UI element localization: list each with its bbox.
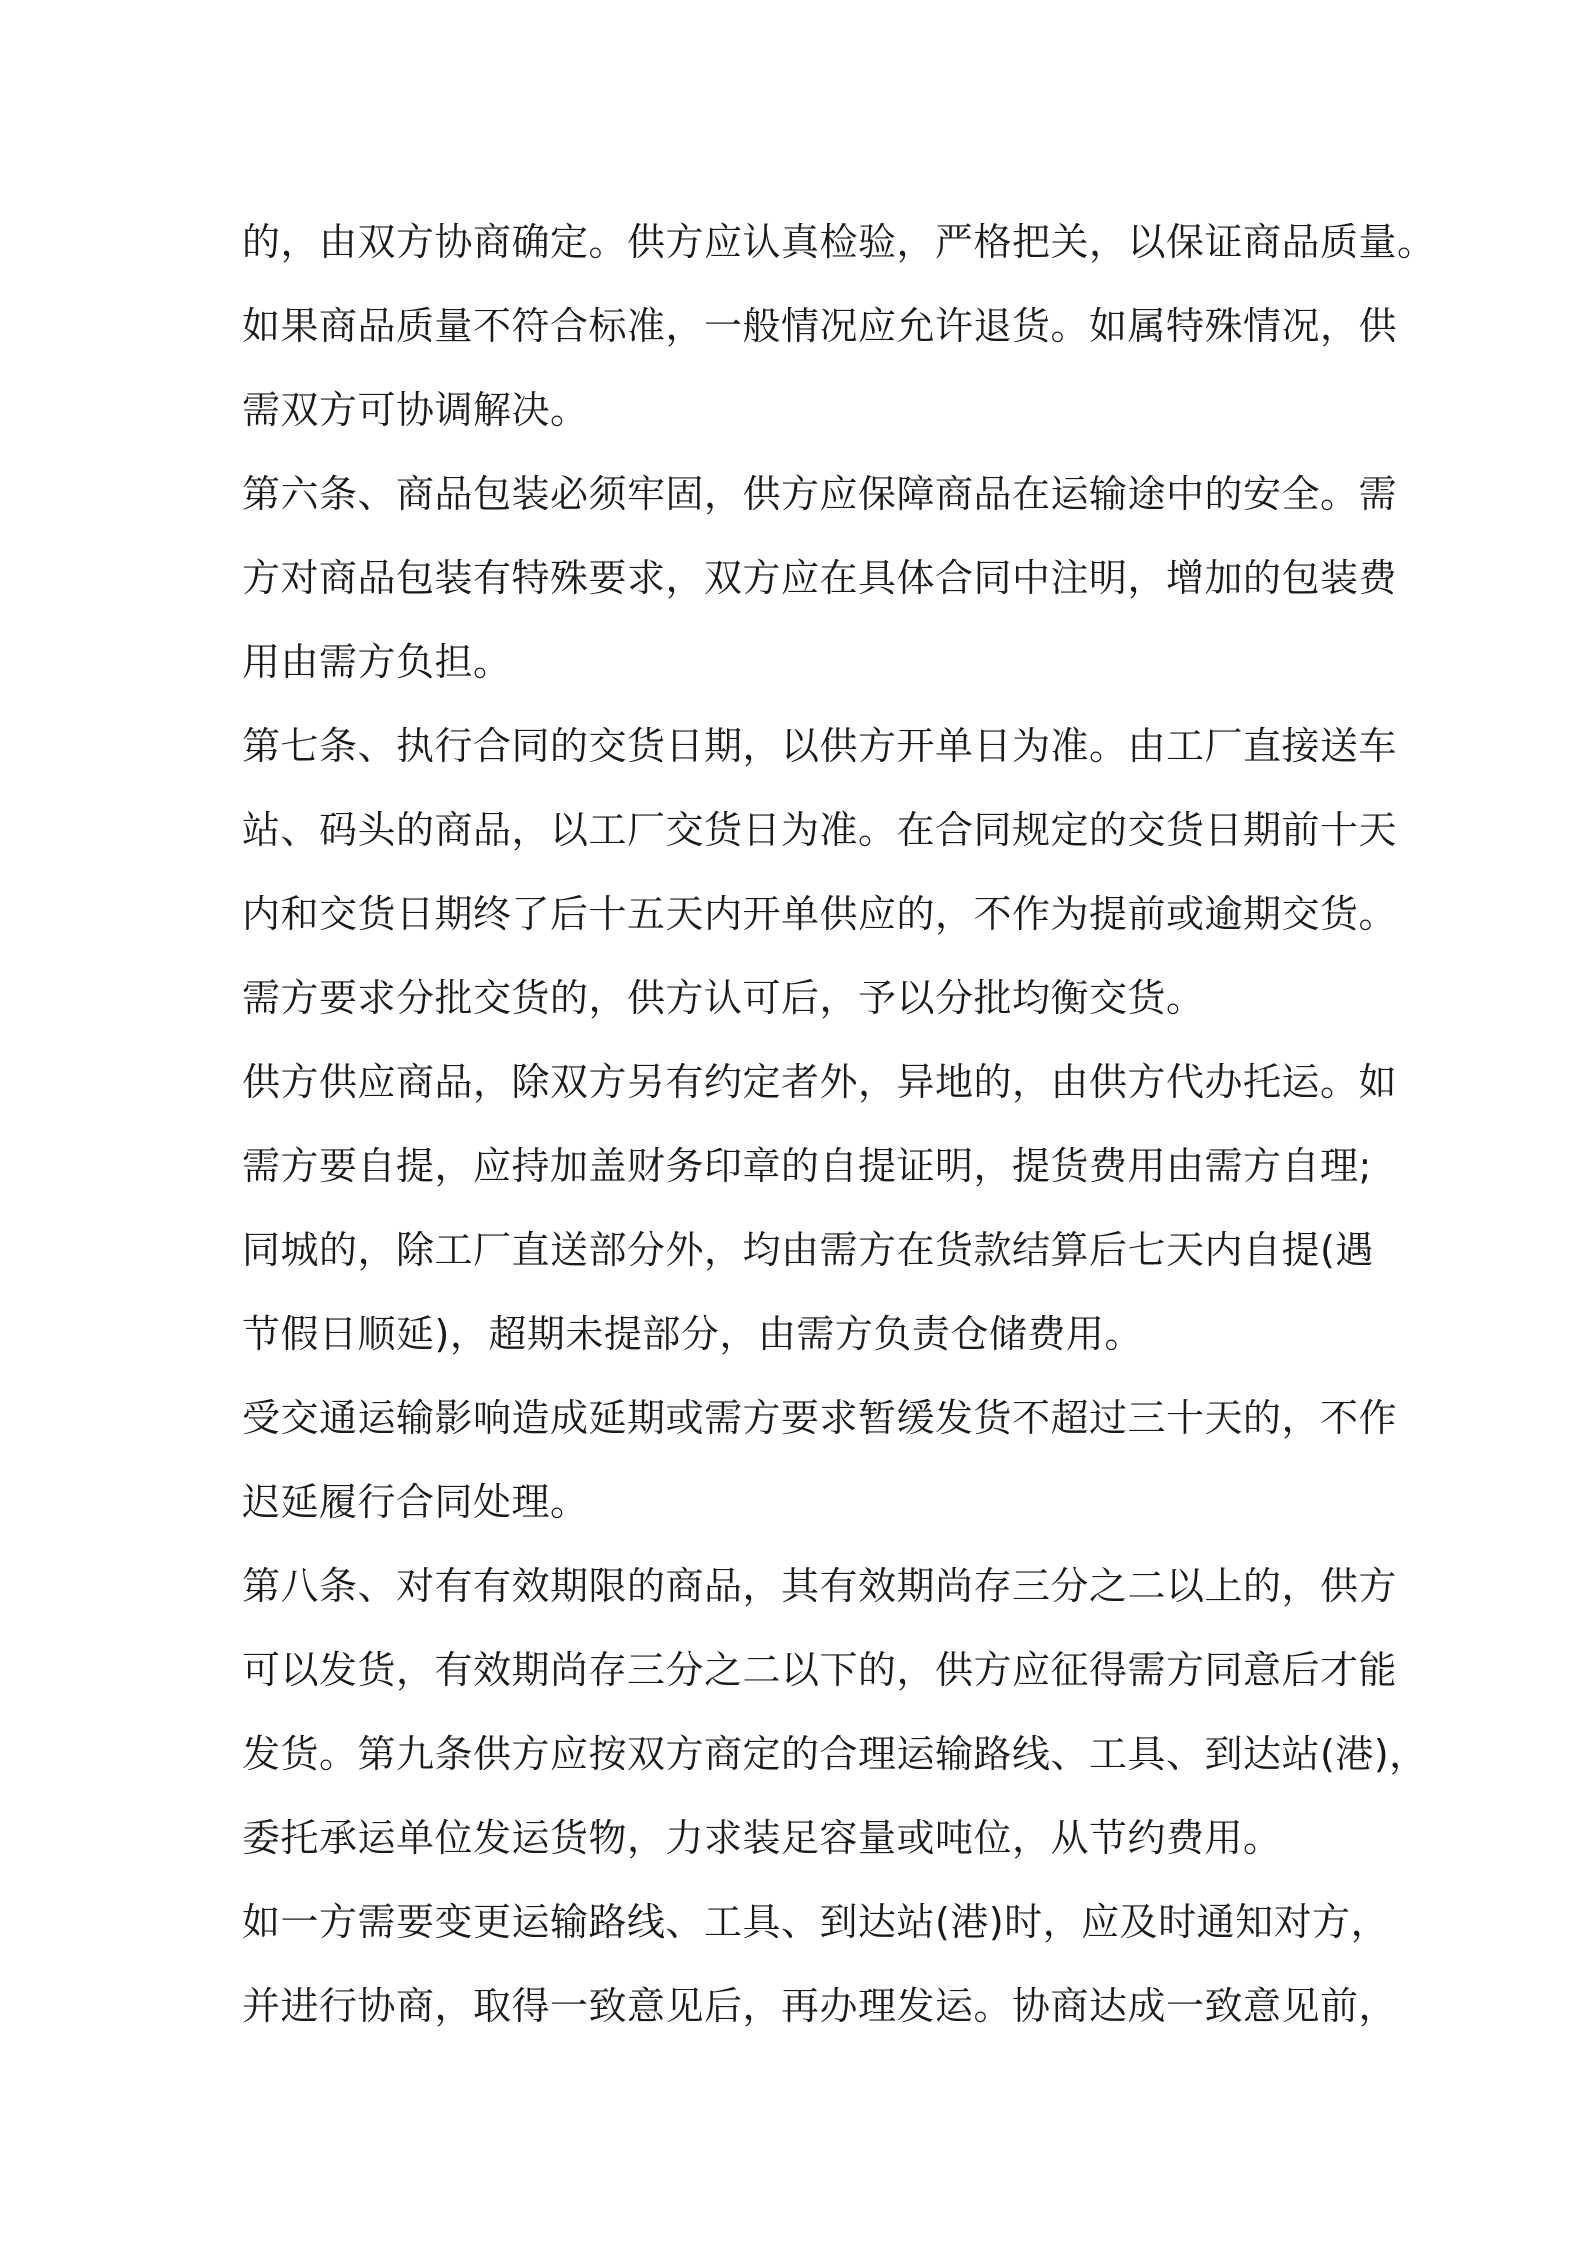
text-line: 节假日顺延)，超期未提部分，由需方负责仓储费用。 bbox=[242, 1312, 1143, 1356]
text-line: 站、码头的商品，以工厂交货日为准。在合同规定的交货日期前十天 bbox=[242, 808, 1398, 852]
text-line: 需方要求分批交货的，供方认可后，予以分批均衡交货。 bbox=[242, 976, 1205, 1020]
text-line: 需双方可协调解决。 bbox=[242, 388, 589, 432]
text-line: 如一方需要变更运输路线、工具、到达站(港)时，应及时通知对方， bbox=[242, 1900, 1390, 1944]
text-line: 第六条、商品包装必须牢固，供方应保障商品在运输途中的安全。需 bbox=[242, 472, 1398, 516]
text-line: 需方要自提，应持加盖财务印章的自提证明，提货费用由需方自理; bbox=[242, 1144, 1372, 1188]
text-line: 可以发货，有效期尚存三分之二以下的，供方应征得需方同意后才能 bbox=[242, 1648, 1398, 1692]
text-line: 第七条、执行合同的交货日期，以供方开单日为准。由工厂直接送车 bbox=[242, 724, 1398, 768]
text-line: 如果商品质量不符合标准，一般情况应允许退货。如属特殊情况，供 bbox=[242, 304, 1398, 348]
text-line: 同城的，除工厂直送部分外，均由需方在货款结算后七天内自提(遇 bbox=[242, 1228, 1374, 1272]
text-line: 委托承运单位发运货物，力求装足容量或吨位，从节约费用。 bbox=[242, 1816, 1282, 1860]
document-body bbox=[242, 200, 1436, 2048]
text-line: 方对商品包装有特殊要求，双方应在具体合同中注明，增加的包装费 bbox=[242, 556, 1398, 600]
text-line: 供方供应商品，除双方另有约定者外，异地的，由供方代办托运。如 bbox=[242, 1060, 1398, 1104]
text-line: 受交通运输影响造成延期或需方要求暂缓发货不超过三十天的，不作 bbox=[242, 1396, 1398, 1440]
text-line: 第八条、对有有效期限的商品，其有效期尚存三分之二以上的，供方 bbox=[242, 1564, 1398, 1608]
text-line: 内和交货日期终了后十五天内开单供应的，不作为提前或逾期交货。 bbox=[242, 892, 1398, 936]
text-line: 用由需方负担。 bbox=[242, 640, 512, 684]
text-line: 迟延履行合同处理。 bbox=[242, 1480, 589, 1524]
text-line: 的，由双方协商确定。供方应认真检验，严格把关，以保证商品质量。 bbox=[242, 220, 1436, 264]
text-line: 并进行协商，取得一致意见后，再办理发运。协商达成一致意见前， bbox=[242, 1984, 1398, 2028]
text-line: 发货。第九条供方应按双方商定的合理运输路线、工具、到达站(港)， bbox=[242, 1732, 1428, 1776]
